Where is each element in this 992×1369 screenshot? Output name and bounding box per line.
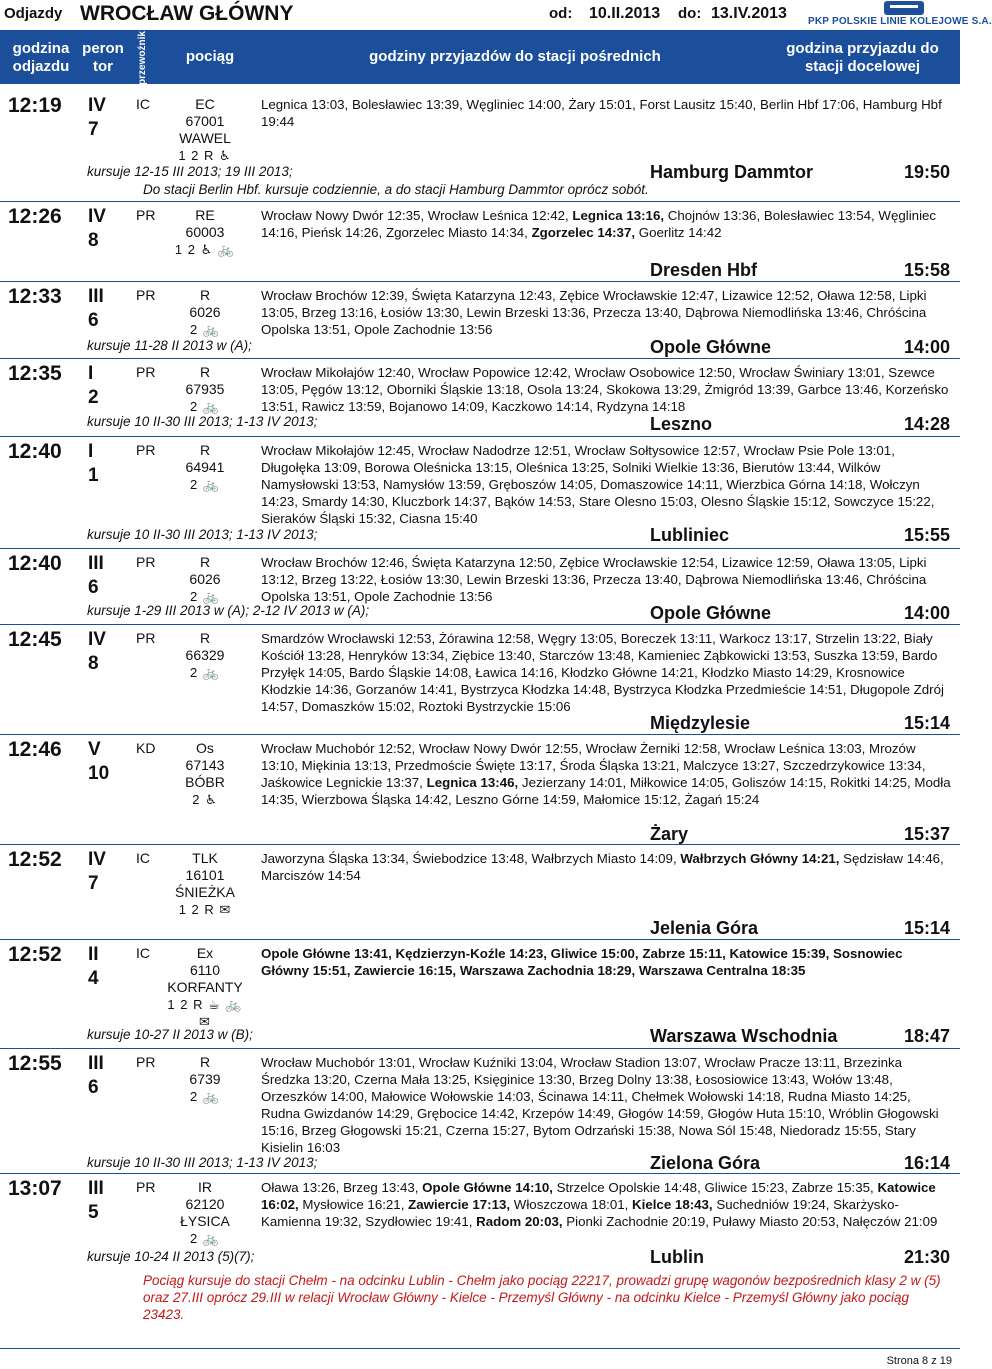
train-info <box>165 630 245 681</box>
platform-track <box>88 848 118 896</box>
intermediate-stops: Wrocław Muchobór 13:01, Wrocław Kuźniki 13:04, Wrocław Stadion 13:07, Wrocław Pracze 13:11, Brzezinka Średzka 13:20, Czerna Mała 13:25, Księginice 13:30, Brzeg Dolny 13:38, Łososiowice 13:43, Wołów 13:48, Orzeszków 14:00, Małowice Wołowskie 14:03, Ścinawa 14:11, Chełmek Wołowski 14:18, Rudna Miasto 14:25, Rudna Gwizdanów 14:29, Grębocice 14:42, Krzepów 14:49, Głogów 14:59, Głogów Huta 15:10, Wróblin Głogowski 15:16, Brzeg Głogowski 15:21, Czerna 15:27, Bytom Odrzański 15:38, Nowa Sól 15:48, Niedoradz 15:55, Stary Kisielin 16:03 <box>261 1055 939 1155</box>
header-carrier-label: przewoźnik <box>137 31 148 85</box>
destination-name: Międzylesie <box>650 713 751 733</box>
train-category: R <box>199 554 211 570</box>
train-category: IR <box>198 1179 212 1195</box>
row-divider <box>0 844 960 845</box>
pkp-logo <box>806 0 992 30</box>
train-services: 1 2 R ♿ <box>178 148 232 163</box>
destination-name: Lubliniec <box>650 525 730 545</box>
row-divider <box>0 436 960 437</box>
train-category: Os <box>196 740 214 756</box>
train-number: 6026 <box>189 571 221 587</box>
train-category: TLK <box>192 850 218 866</box>
arrival-time: 21:30 <box>903 1247 950 1267</box>
train-name: BÓBR <box>185 774 225 790</box>
row-divider <box>0 201 960 202</box>
header-platform: peron tor <box>82 40 124 75</box>
destination-name: Jelenia Góra <box>650 918 759 938</box>
arrival-time: 15:55 <box>903 525 950 545</box>
platform: III <box>88 553 104 574</box>
train-info <box>165 207 245 258</box>
destination-name: Zielona Góra <box>650 1153 761 1173</box>
row-divider <box>0 1048 960 1049</box>
carrier-code: PR <box>136 207 156 223</box>
arrival-time: 14:00 <box>903 337 950 357</box>
destination-name: Żary <box>650 824 689 844</box>
track: 5 <box>88 1202 99 1223</box>
intermediate-stops: Wrocław Muchobór 12:52, Wrocław Nowy Dwór 12:55, Wrocław Żerniki 12:58, Wrocław Leśnica 13:03, Mrozów 13:10, Miękinia 13:13, Przedmoście Święte 13:17, Środa Śląska 13:21, Malczyce 13:27, Szczedrzykowice 13:34, Jaśkowice Legnickie 13:37, Legnica 13:46, Jezierzany 14:01, Miłkowice 14:05, Goliszów 14:15, Rokitki 14:25, Modła 14:35, Wierzbowa Śląska 14:42, Leszno Górne 14:59, Małomice 15:12, Żagań 15:24 <box>261 741 951 807</box>
arrival-time: 14:28 <box>903 414 950 434</box>
carrier-code: PR <box>136 1179 156 1195</box>
track: 6 <box>88 577 99 598</box>
train-info <box>165 364 245 415</box>
running-days-note: kursuje 10 II-30 III 2013; 1-13 IV 2013; <box>87 414 318 429</box>
train-category: RE <box>195 207 215 223</box>
track: 8 <box>88 230 99 251</box>
intermediate-stops: Wrocław Mikołajów 12:45, Wrocław Nadodrze 12:51, Wrocław Sołtysowice 12:57, Wrocław Psie Pole 13:01, Długołęka 13:09, Borowa Oleśnicka 13:15, Oleśnica 13:25, Solniki Wielkie 13:36, Bierutów 13:44, Wilków Namysłowski 13:53, Namysłów 13:59, Gręboszów 14:05, Domaszowice 14:11, Wierzbica Górna 14:18, Wołczyn 14:23, Smardy 14:30, Kluczbork 14:37, Bąków 14:53, Stare Olesno 15:03, Olesno Śląskie 15:12, Sowczyce 15:22, Sieraków Śląski 15:32, Ciasna 15:40 <box>261 443 935 526</box>
header-train: pociąg <box>185 48 235 65</box>
track: 2 <box>88 387 99 408</box>
row-divider <box>0 1173 960 1174</box>
page-divider <box>0 1348 960 1349</box>
train-name: ŁYSICA <box>180 1213 230 1229</box>
arrival-time: 14:00 <box>903 603 950 623</box>
destination-name: Warszawa Wschodnia <box>650 1026 838 1046</box>
platform: I <box>88 441 94 462</box>
destination-name: Opole Główne <box>650 603 772 623</box>
destination-name: Opole Główne <box>650 337 772 357</box>
train-info <box>165 1054 245 1105</box>
track: 7 <box>88 873 99 894</box>
carrier-code: KD <box>136 740 156 756</box>
arrival-time: 18:47 <box>903 1026 950 1046</box>
train-number: 6739 <box>189 1071 221 1087</box>
departure-time: 12:19 <box>8 94 62 117</box>
train-number: 6110 <box>189 962 221 978</box>
train-number: 64941 <box>185 459 225 475</box>
train-info <box>165 1179 245 1247</box>
carrier-code: PR <box>136 1054 156 1070</box>
destination-name: Lublin <box>650 1247 704 1267</box>
train-services: 2 🚲 <box>189 665 221 680</box>
train-number: 6026 <box>189 304 221 320</box>
pkp-logo-icon <box>884 1 924 15</box>
carrier-code: PR <box>136 364 156 380</box>
running-days-note: kursuje 12-15 III 2013; 19 III 2013; <box>87 164 293 179</box>
track: 8 <box>88 653 99 674</box>
platform: I <box>88 363 94 384</box>
track: 10 <box>88 763 110 784</box>
train-services: 1 2 R ✉ <box>178 902 232 917</box>
platform-track <box>88 628 118 676</box>
platform: IV <box>88 629 106 650</box>
train-number: 16101 <box>185 867 225 883</box>
row-divider <box>0 734 960 735</box>
valid-to-date: 13.IV.2013 <box>711 5 787 22</box>
train-category: R <box>199 1054 211 1070</box>
track: 1 <box>88 465 99 486</box>
departure-time: 12:52 <box>8 848 62 871</box>
arrival-time: 15:14 <box>903 918 950 938</box>
train-number: 67001 <box>185 113 225 129</box>
platform-track <box>88 440 118 488</box>
arrival-time: 19:50 <box>903 162 950 182</box>
carrier-code: IC <box>136 96 150 112</box>
platform-track <box>88 943 118 991</box>
carrier-code: IC <box>136 850 150 866</box>
departure-time: 12:46 <box>8 738 62 761</box>
row-divider <box>0 939 960 940</box>
running-days-note: kursuje 10 II-30 III 2013; 1-13 IV 2013; <box>87 527 318 542</box>
train-category: R <box>199 630 211 646</box>
platform: IV <box>88 206 106 227</box>
platform-track <box>88 1052 118 1100</box>
train-info <box>165 96 245 164</box>
train-services: 2 🚲 <box>189 589 221 604</box>
train-services: 2 ♿ <box>192 792 218 807</box>
intermediate-stops: Wrocław Mikołajów 12:40, Wrocław Popowice 12:42, Wrocław Osobowice 12:50, Wrocław Świniary 13:01, Szewce 13:05, Pęgów 13:12, Oborniki Śląskie 13:18, Osola 13:24, Skokowa 13:29, Żmigród 13:39, Garbce 13:46, Korzeńsko 13:51, Rawicz 13:59, Bojanowo 14:09, Kaczkowo 14:14, Rydzyna 14:18 <box>261 365 949 414</box>
departure-time: 12:45 <box>8 628 62 651</box>
departure-time: 12:52 <box>8 943 62 966</box>
train-category: R <box>199 364 211 380</box>
intermediate-stops: Wrocław Brochów 12:46, Święta Katarzyna 12:50, Zębice Wrocławskie 12:54, Lizawice 12:59, Oława 13:05, Lipki 13:12, Brzeg 13:22, Łosiów 13:30, Lewin Brzeski 13:36, Przecza 13:40, Dąbrowa Niemodlińska 13:46, Chróścina Opolska 13:51, Opole Zachodnie 13:56 <box>261 555 927 604</box>
train-name: ŚNIEŻKA <box>175 884 235 900</box>
departure-time: 12:40 <box>8 552 62 575</box>
platform: III <box>88 286 104 307</box>
platform-track <box>88 1177 118 1225</box>
train-info <box>165 850 245 918</box>
table-header <box>0 30 960 84</box>
carrier-code: PR <box>136 287 156 303</box>
row-divider <box>0 281 960 282</box>
valid-from-date: 10.II.2013 <box>589 5 661 22</box>
header-arrival: godzina przyjazdu do stacji docelowej <box>786 40 939 75</box>
intermediate-stops: Opole Główne 13:41, Kędzierzyn-Koźle 14:23, Gliwice 15:00, Zabrze 15:11, Katowice 15:39, Sosnowiec Główny 15:51, Zawiercie 16:15, Warszawa Zachodnia 18:29, Warszawa Centralna 18:35 <box>261 946 903 978</box>
running-days-note: kursuje 10-27 II 2013 w (B); <box>87 1027 253 1042</box>
arrival-time: 15:58 <box>903 260 950 280</box>
top-bar <box>0 0 992 30</box>
page-number: Strona 8 z 19 <box>886 1355 952 1367</box>
platform-track <box>88 285 118 333</box>
intermediate-stops: Oława 13:26, Brzeg 13:43, Opole Główne 14:10, Strzelce Opolskie 14:48, Gliwice 15:23, Zabrze 15:35, Katowice 16:02, Mysłowice 16:21, Zawiercie 17:13, Włoszczowa 18:01, Kielce 18:43, Suchedniów 19:24, Skarżysko-Kamienna 19:32, Szydłowiec 19:41, Radom 20:03, Pionki Zachodnie 20:19, Puławy Miasto 20:53, Nałęczów 21:09 <box>261 1180 938 1229</box>
route-note: Do stacji Berlin Hbf. kursuje codziennie, a do stacji Hamburg Dammtor oprócz sobót. <box>143 182 649 197</box>
carrier-code: IC <box>136 945 150 961</box>
intermediate-stops: Legnica 13:03, Bolesławiec 13:39, Węgliniec 14:00, Żary 15:01, Forst Lausitz 15:40, Berlin Hbf 17:06, Hamburg Hbf 19:44 <box>261 97 942 129</box>
carrier-code: PR <box>136 554 156 570</box>
to-label: do: <box>678 5 702 22</box>
departure-time: 12:33 <box>8 285 62 308</box>
platform-track <box>88 552 118 600</box>
departure-time: 13:07 <box>8 1177 62 1200</box>
train-name: WAWEL <box>179 130 231 146</box>
platform-track <box>88 94 118 142</box>
train-services: 2 🚲 <box>189 399 221 414</box>
header-intermediate: godziny przyjazdów do stacji pośrednich <box>369 48 661 65</box>
departure-time: 12:40 <box>8 440 62 463</box>
header-departure-time: godzina odjazdu <box>12 40 70 75</box>
train-services: 2 🚲 <box>189 1089 221 1104</box>
train-category: EC <box>195 96 215 112</box>
row-divider <box>0 548 960 549</box>
running-days-note: kursuje 1-29 III 2013 w (A); 2-12 IV 2013 w (A); <box>87 603 370 618</box>
destination-name: Leszno <box>650 414 713 434</box>
train-info <box>165 442 245 493</box>
platform: III <box>88 1178 104 1199</box>
header-carrier <box>136 31 150 85</box>
running-days-note: kursuje 11-28 II 2013 w (A); <box>87 338 252 353</box>
from-label: od: <box>549 5 573 22</box>
train-name: KORFANTY <box>167 979 243 995</box>
carrier-code: PR <box>136 630 156 646</box>
intermediate-stops: Smardzów Wrocławski 12:53, Żórawina 12:58, Węgry 13:05, Boreczek 13:11, Warkocz 13:17, Strzelin 13:22, Biały Kościół 13:28, Henryków 13:34, Ziębice 13:40, Starczów 13:48, Kamieniec Ząbkowicki 13:53, Suszka 13:59, Bardo Przyłęk 14:05, Bardo Śląskie 14:08, Ławica 14:16, Kłodzko Główne 14:21, Kłodzko Miasto 14:29, Krosnowice Kłodzkie 14:36, Gorzanów 14:41, Bystrzyca Kłodzka 14:48, Bystrzyca Kłodzka Przedmieście 14:51, Długopole Zdrój 14:57, Domaszków 15:02, Roztoki Bystrzyckie 15:06 <box>261 631 944 714</box>
track: 6 <box>88 310 99 331</box>
track: 4 <box>88 968 99 989</box>
arrival-time: 15:37 <box>903 824 950 844</box>
row-divider <box>0 624 960 625</box>
train-number: 62120 <box>185 1196 225 1212</box>
intermediate-stops: Jaworzyna Śląska 13:34, Świebodzice 13:48, Wałbrzych Miasto 14:09, Wałbrzych Główny 14:21, Sędzisław 14:46, Marciszów 14:54 <box>261 851 944 883</box>
board-type-label: Odjazdy <box>4 5 63 22</box>
train-services: 1 2 ♿ 🚲 <box>174 242 236 257</box>
train-services: 2 🚲 <box>189 477 221 492</box>
train-number: 67935 <box>185 381 225 397</box>
train-services: 2 🚲 <box>189 1231 221 1246</box>
platform: III <box>88 1053 104 1074</box>
train-number: 67143 <box>185 757 225 773</box>
departure-time: 12:55 <box>8 1052 62 1075</box>
departure-time: 12:35 <box>8 362 62 385</box>
platform: II <box>88 944 99 965</box>
train-info <box>165 740 245 808</box>
platform-track <box>88 362 118 410</box>
arrival-time: 16:14 <box>903 1153 950 1173</box>
train-category: Ex <box>196 945 214 961</box>
arrival-time: 15:14 <box>903 713 950 733</box>
footnote: Pociąg kursuje do stacji Chełm - na odcinku Lublin - Chełm jako pociąg 22217, prowadzi grupę wagonów bezpośrednich klasy 2 w (5) oraz 27.III oprócz 29.III w relacji Wrocław Główny - Kielce - Przemyśl Główny - na odcinku Kielce - Przemyśl Główny jako pociąg 23423. <box>143 1273 941 1322</box>
platform: IV <box>88 95 106 116</box>
row-divider <box>0 358 960 359</box>
train-number: 66329 <box>185 647 225 663</box>
platform-track <box>88 205 118 253</box>
train-services: 2 🚲 <box>189 322 221 337</box>
running-days-note: kursuje 10-24 II 2013 (5)(7); <box>87 1249 255 1264</box>
train-info <box>165 554 245 605</box>
track: 6 <box>88 1077 99 1098</box>
intermediate-stops: Wrocław Nowy Dwór 12:35, Wrocław Leśnica 12:42, Legnica 13:16, Chojnów 13:36, Bolesławiec 13:54, Węgliniec 14:16, Pieńsk 14:26, Zgorzelec Miasto 14:34, Zgorzelec 14:37, Goerlitz 14:42 <box>261 208 937 240</box>
carrier-code: PR <box>136 442 156 458</box>
train-number: 60003 <box>185 224 225 240</box>
departure-time: 12:26 <box>8 205 62 228</box>
platform: V <box>88 739 101 760</box>
running-days-note: kursuje 10 II-30 III 2013; 1-13 IV 2013; <box>87 1155 318 1170</box>
intermediate-stops: Wrocław Brochów 12:39, Święta Katarzyna 12:43, Zębice Wrocławskie 12:47, Lizawice 12:52, Oława 12:58, Lipki 13:05, Brzeg 13:16, Łosiów 13:30, Lewin Brzeski 13:36, Przecza 13:40, Dąbrowa Niemodlińska 13:46, Chróścina Opolska 13:51, Opole Zachodnie 13:56 <box>261 288 927 337</box>
train-category: R <box>199 287 211 303</box>
track: 7 <box>88 119 99 140</box>
platform-track <box>88 738 118 786</box>
station-name: WROCŁAW GŁÓWNY <box>80 2 294 25</box>
destination-name: Hamburg Dammtor <box>650 162 814 182</box>
pkp-logo-text: PKP POLSKIE LINIE KOLEJOWE S.A. <box>808 16 992 27</box>
destination-name: Dresden Hbf <box>650 260 758 280</box>
train-info <box>165 945 245 1030</box>
platform: IV <box>88 849 106 870</box>
train-category: R <box>199 442 211 458</box>
train-info <box>165 287 245 338</box>
train-services: 1 2 R ☕ 🚲 ✉ <box>167 997 243 1029</box>
